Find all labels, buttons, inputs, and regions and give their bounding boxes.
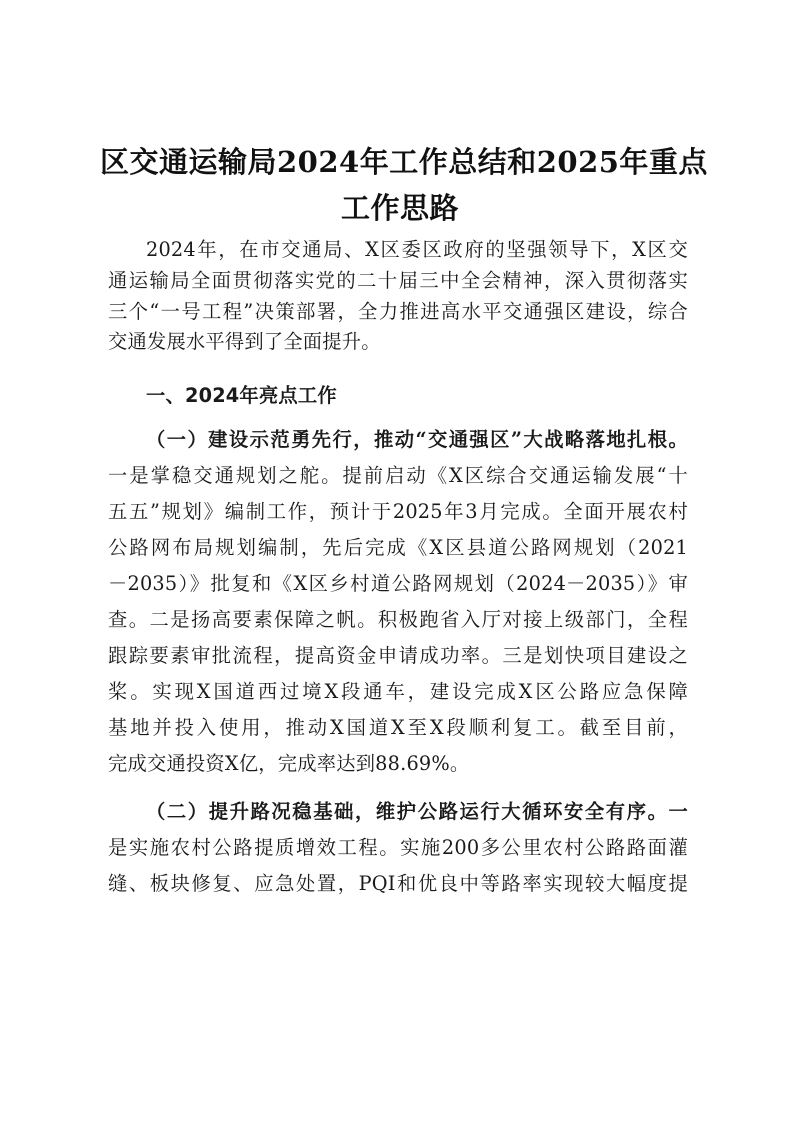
paragraph-line: 是实施农村公路提质增效工程。实施200多公里农村公路路面灌 bbox=[108, 836, 688, 859]
paragraph-line: －2035）》批复和《X区乡村道公路网规划（2024－2035）》审 bbox=[108, 572, 688, 595]
subsection-heading: （二）提升路况稳基础，维护公路运行大循环安全有序。一 bbox=[146, 800, 688, 823]
paragraph-line: 五五”规划》编制工作，预计于2025年3月完成。全面开展农村 bbox=[108, 500, 688, 523]
section-heading: 一、2024年亮点工作 bbox=[146, 384, 337, 407]
document-title-line-1: 区交通运输局2024年工作总结和2025年重点 bbox=[100, 145, 708, 179]
paragraph-line: 跟踪要素审批流程，提高资金申请成功率。三是划快项目建设之 bbox=[108, 644, 688, 667]
paragraph-line: 完成交通投资X亿，完成率达到88.69%。 bbox=[108, 752, 470, 775]
paragraph-line: 基地并投入使用，推动X国道X至X段顺利复工。截至目前， bbox=[108, 716, 688, 739]
paragraph-line: 三个“一号工程”决策部署，全力推进高水平交通强区建设，综合 bbox=[108, 300, 688, 323]
paragraph-line: 交通发展水平得到了全面提升。 bbox=[108, 330, 381, 353]
paragraph-line: 2024年，在市交通局、X区委区政府的坚强领导下，X区交 bbox=[146, 238, 688, 261]
paragraph-line: 一是掌稳交通规划之舵。提前启动《X区综合交通运输发展“十 bbox=[108, 464, 688, 487]
subsection-heading: （一）建设示范勇先行，推动“交通强区”大战略落地扎根。 bbox=[146, 428, 688, 451]
paragraph-line: 查。二是扬高要素保障之帆。积极跑省入厅对接上级部门，全程 bbox=[108, 608, 688, 631]
paragraph-line: 公路网布局规划编制，先后完成《X区县道公路网规划（2021 bbox=[108, 536, 688, 559]
paragraph-line: 通运输局全面贯彻落实党的二十届三中全会精神，深入贯彻落实 bbox=[108, 269, 688, 292]
paragraph-line: 桨。实现X国道西过境X段通车，建设完成X区公路应急保障 bbox=[108, 680, 688, 703]
document-title-line-2: 工作思路 bbox=[340, 191, 459, 225]
paragraph-line: 缝、板块修复、应急处置，PQI和优良中等路率实现较大幅度提 bbox=[108, 872, 688, 895]
